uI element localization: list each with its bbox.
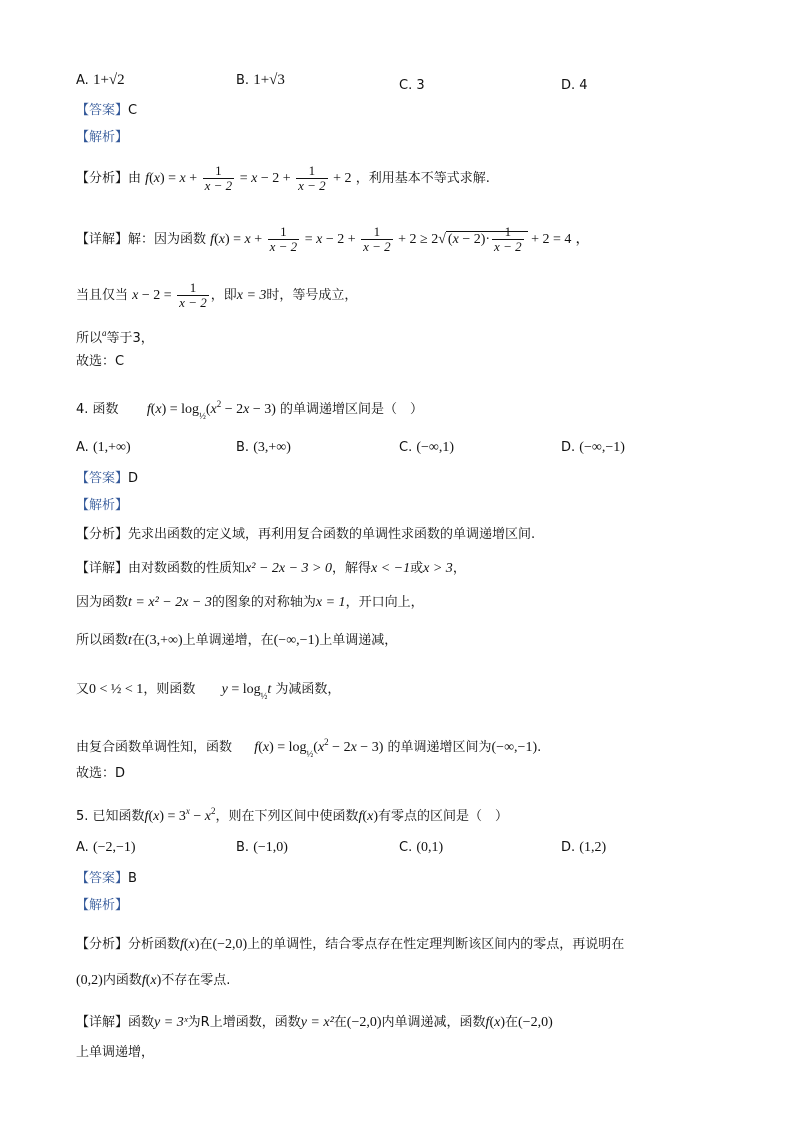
q5-option-a: A. (−2,−1): [76, 840, 136, 855]
q3-option-b: B. 1+√3: [236, 72, 285, 88]
q3-option-d: D. 4: [561, 78, 588, 93]
q4-stem: 4. 函数 $f(x) = \log_{\frac{1}{2}}(x^2 - 2x - 3)$ 的单调递增区间是（ ）: [76, 399, 424, 421]
q5-option-d: D. (1,2): [561, 840, 607, 855]
q4-option-d: D. (−∞,−1): [561, 440, 625, 455]
q4-option-b: B. (3,+∞): [236, 440, 291, 455]
q4-analysis-tag: 【解析】: [76, 498, 129, 513]
q3-fenxi: 【分析】由 f(x) = x + $\frac{1}{x - 2}$ = x − 2 + $\frac{1}{x - 2}$ + 2 ，利用基本不等式求解.: [76, 163, 490, 193]
q4-xiangjie-5: 由复合函数单调性知，函数 $f(x) = \log_{\frac{1}{2}}(x^2 - 2x - 3)$ 的单调递增区间为(−∞,−1).: [76, 737, 542, 759]
q3-xiangjie-formula: f: [210, 232, 215, 247]
q3-answer: 【答案】C: [76, 103, 138, 118]
q5-xiangjie: 【详解】函数y = 3ˣ为R上增函数，函数y = x²在(−2,0)内单调递减，函数f(x)在(−2,0): [76, 1015, 553, 1030]
q3-equality-line: 当且仅当 x − 2 = $\frac{1}{x - 2}$ ，即x = 3时，等号成立，: [76, 280, 358, 310]
q5-analysis-tag: 【解析】: [76, 898, 129, 913]
q5-fenxi: 【分析】分析函数f(x)在(−2,0)上的单调性，结合零点存在性定理判断该区间内的零点，再说明在: [76, 937, 625, 952]
q3-guxuan: 故选：C: [76, 354, 125, 369]
q3-option-c: C. 3: [399, 78, 425, 93]
q4-answer: 【答案】D: [76, 471, 139, 486]
q4-guxuan: 故选：D: [76, 766, 126, 781]
q3-option-a: A. 1+√2: [76, 72, 125, 88]
q4-xiangjie-1: 【详解】由对数函数的性质知x² − 2x − 3 > 0，解得x < −1或x > 3，: [76, 561, 466, 576]
q5-option-c: C. (0,1): [399, 840, 444, 855]
q5-stem: 5. 已知函数$f(x) = 3^x - x^2$，则在下列区间中使函数f(x)有零点的区间是（ ）: [76, 806, 508, 824]
q4-xiangjie-4: 又0 < ½ < 1，则函数 $y = \log_{\frac{1}{2}}t$ 为减函数，: [76, 682, 341, 701]
q3-xiangjie: 【详解】解：因为函数 f(x) = x + $\frac{1}{x - 2}$ = x − 2 + $\frac{1}{x - 2}$ + 2 ≥ 2√ (x − 2)· $\frac{1}{x - 2}$ + 2 = 4 ，: [76, 224, 590, 255]
q5-answer: 【答案】B: [76, 871, 137, 886]
q3-analysis-tag: 【解析】: [76, 130, 129, 145]
q4-xiangjie-2: 因为函数t = x² − 2x − 3的图象的对称轴为x = 1，开口向上，: [76, 595, 424, 610]
q4-fenxi: 【分析】先求出函数的定义域，再利用复合函数的单调性求函数的单调递增区间.: [76, 527, 536, 542]
q5-fenxi-2: (0,2)内函数f(x)不存在零点.: [76, 973, 231, 988]
q5-option-b: B. (−1,0): [236, 840, 288, 855]
q5-xiangjie-2: 上单调递增，: [76, 1045, 155, 1060]
q4-option-c: C. (−∞,1): [399, 440, 455, 455]
q4-xiangjie-3: 所以函数t在(3,+∞)上单调递增，在(−∞,−1)上单调递减，: [76, 633, 398, 648]
q3-suoyi: 所以$^a$等于3，: [76, 328, 154, 346]
q4-option-a: A. (1,+∞): [76, 440, 131, 455]
q3-fenxi-formula: f: [145, 171, 150, 186]
